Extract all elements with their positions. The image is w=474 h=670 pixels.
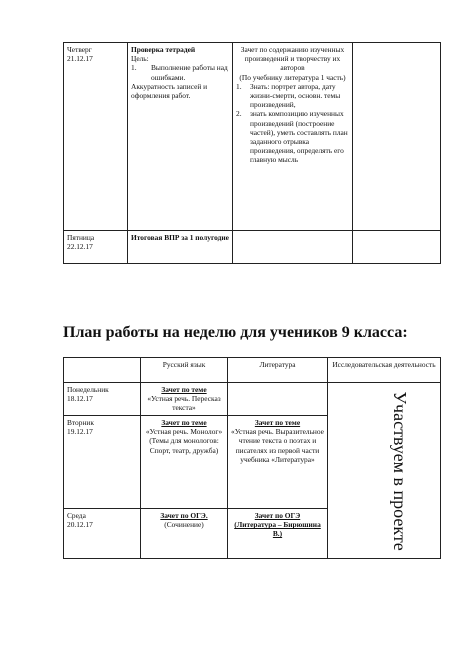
header-empty bbox=[64, 358, 141, 383]
task-title: Проверка тетрадей bbox=[131, 45, 196, 54]
header-row bbox=[64, 358, 441, 383]
empty-cell bbox=[233, 231, 353, 264]
day-label: Пятница bbox=[67, 233, 95, 242]
literature-cell bbox=[228, 509, 328, 559]
date-label: 22.12.17 bbox=[67, 242, 93, 252]
day-label: Вторник bbox=[67, 418, 94, 427]
page-title: План работы на неделю для учеников 9 класса: bbox=[63, 324, 408, 341]
lit-text: (Литература – Бирюшина В.) bbox=[234, 520, 321, 539]
day-label: Понедельник bbox=[67, 385, 109, 394]
list-item bbox=[236, 109, 349, 164]
goal-extra: Аккуратность записей и оформления работ. bbox=[131, 81, 208, 101]
literature-cell bbox=[233, 43, 353, 231]
lit-title: Зачет по содержанию изученных произведений и творчеству их авторов bbox=[240, 45, 345, 73]
header-research: Исследовательская деятельность bbox=[328, 358, 441, 383]
research-label-wrap bbox=[360, 390, 440, 551]
lit-text: «Устная речь. Выразительное чтение текста о поэтах и писателях из первой части учебника «Литература» bbox=[231, 427, 324, 464]
russian-cell bbox=[141, 383, 228, 416]
task-cell bbox=[128, 43, 233, 231]
literature-cell bbox=[228, 416, 328, 509]
day-cell bbox=[64, 231, 128, 264]
day-label: Среда bbox=[67, 511, 86, 520]
lit-title: Зачет по теме bbox=[254, 418, 301, 427]
russian-text: (Сочинение) bbox=[164, 520, 204, 530]
list-number: 1. bbox=[131, 63, 137, 73]
table-row bbox=[64, 43, 441, 231]
list-text: Выполнение работы над ошибками. bbox=[151, 63, 228, 82]
empty-cell bbox=[353, 43, 441, 231]
day-cell bbox=[64, 43, 128, 231]
list-item bbox=[236, 82, 349, 110]
date-label: 21.12.17 bbox=[67, 54, 93, 64]
lit-title: Зачет по ОГЭ bbox=[254, 511, 301, 520]
date-label: 19.12.17 bbox=[67, 427, 93, 437]
lit-source: (По учебнику литература 1 часть) bbox=[239, 72, 346, 82]
day-cell bbox=[64, 383, 141, 416]
russian-title: Зачет по теме bbox=[161, 385, 207, 394]
goal-label: Цель: bbox=[131, 54, 149, 64]
literature-cell bbox=[228, 383, 328, 416]
empty-cell bbox=[353, 231, 441, 264]
list-text: знать композицию изученных произведений (построение частей), уметь составлять план заданного отрывка произведения, определять его главную мысль bbox=[250, 109, 348, 165]
russian-text: «Устная речь. Монолог» (Темы для монологов: Спорт, театр, дружба) bbox=[145, 427, 223, 455]
russian-cell bbox=[141, 509, 228, 559]
date-label: 20.12.17 bbox=[67, 520, 93, 530]
header-russian: Русский язык bbox=[141, 358, 228, 383]
research-label: Участвуем в проекте bbox=[390, 390, 410, 551]
weekly-plan-table-top bbox=[63, 42, 441, 264]
task-title: Итоговая ВПР за 1 полугодие bbox=[131, 233, 229, 242]
russian-text: «Устная речь. Пересказ текста» bbox=[147, 394, 221, 413]
day-cell bbox=[64, 416, 141, 509]
list-number: 2. bbox=[236, 109, 242, 119]
day-label: Четверг bbox=[67, 45, 92, 54]
russian-title: Зачет по теме bbox=[161, 418, 207, 427]
header-literature: Литература bbox=[228, 358, 328, 383]
list-text: Знать: портрет автора, дату жизни-смерти, основн. темы произведений, bbox=[250, 81, 341, 110]
list-number: 1. bbox=[236, 81, 242, 91]
russian-cell bbox=[141, 416, 228, 509]
task-cell bbox=[128, 231, 233, 264]
table-row bbox=[64, 231, 441, 264]
day-cell bbox=[64, 509, 141, 559]
date-label: 18.12.17 bbox=[67, 394, 93, 404]
russian-title: Зачет по ОГЭ. bbox=[160, 511, 208, 520]
list-item bbox=[131, 63, 229, 81]
